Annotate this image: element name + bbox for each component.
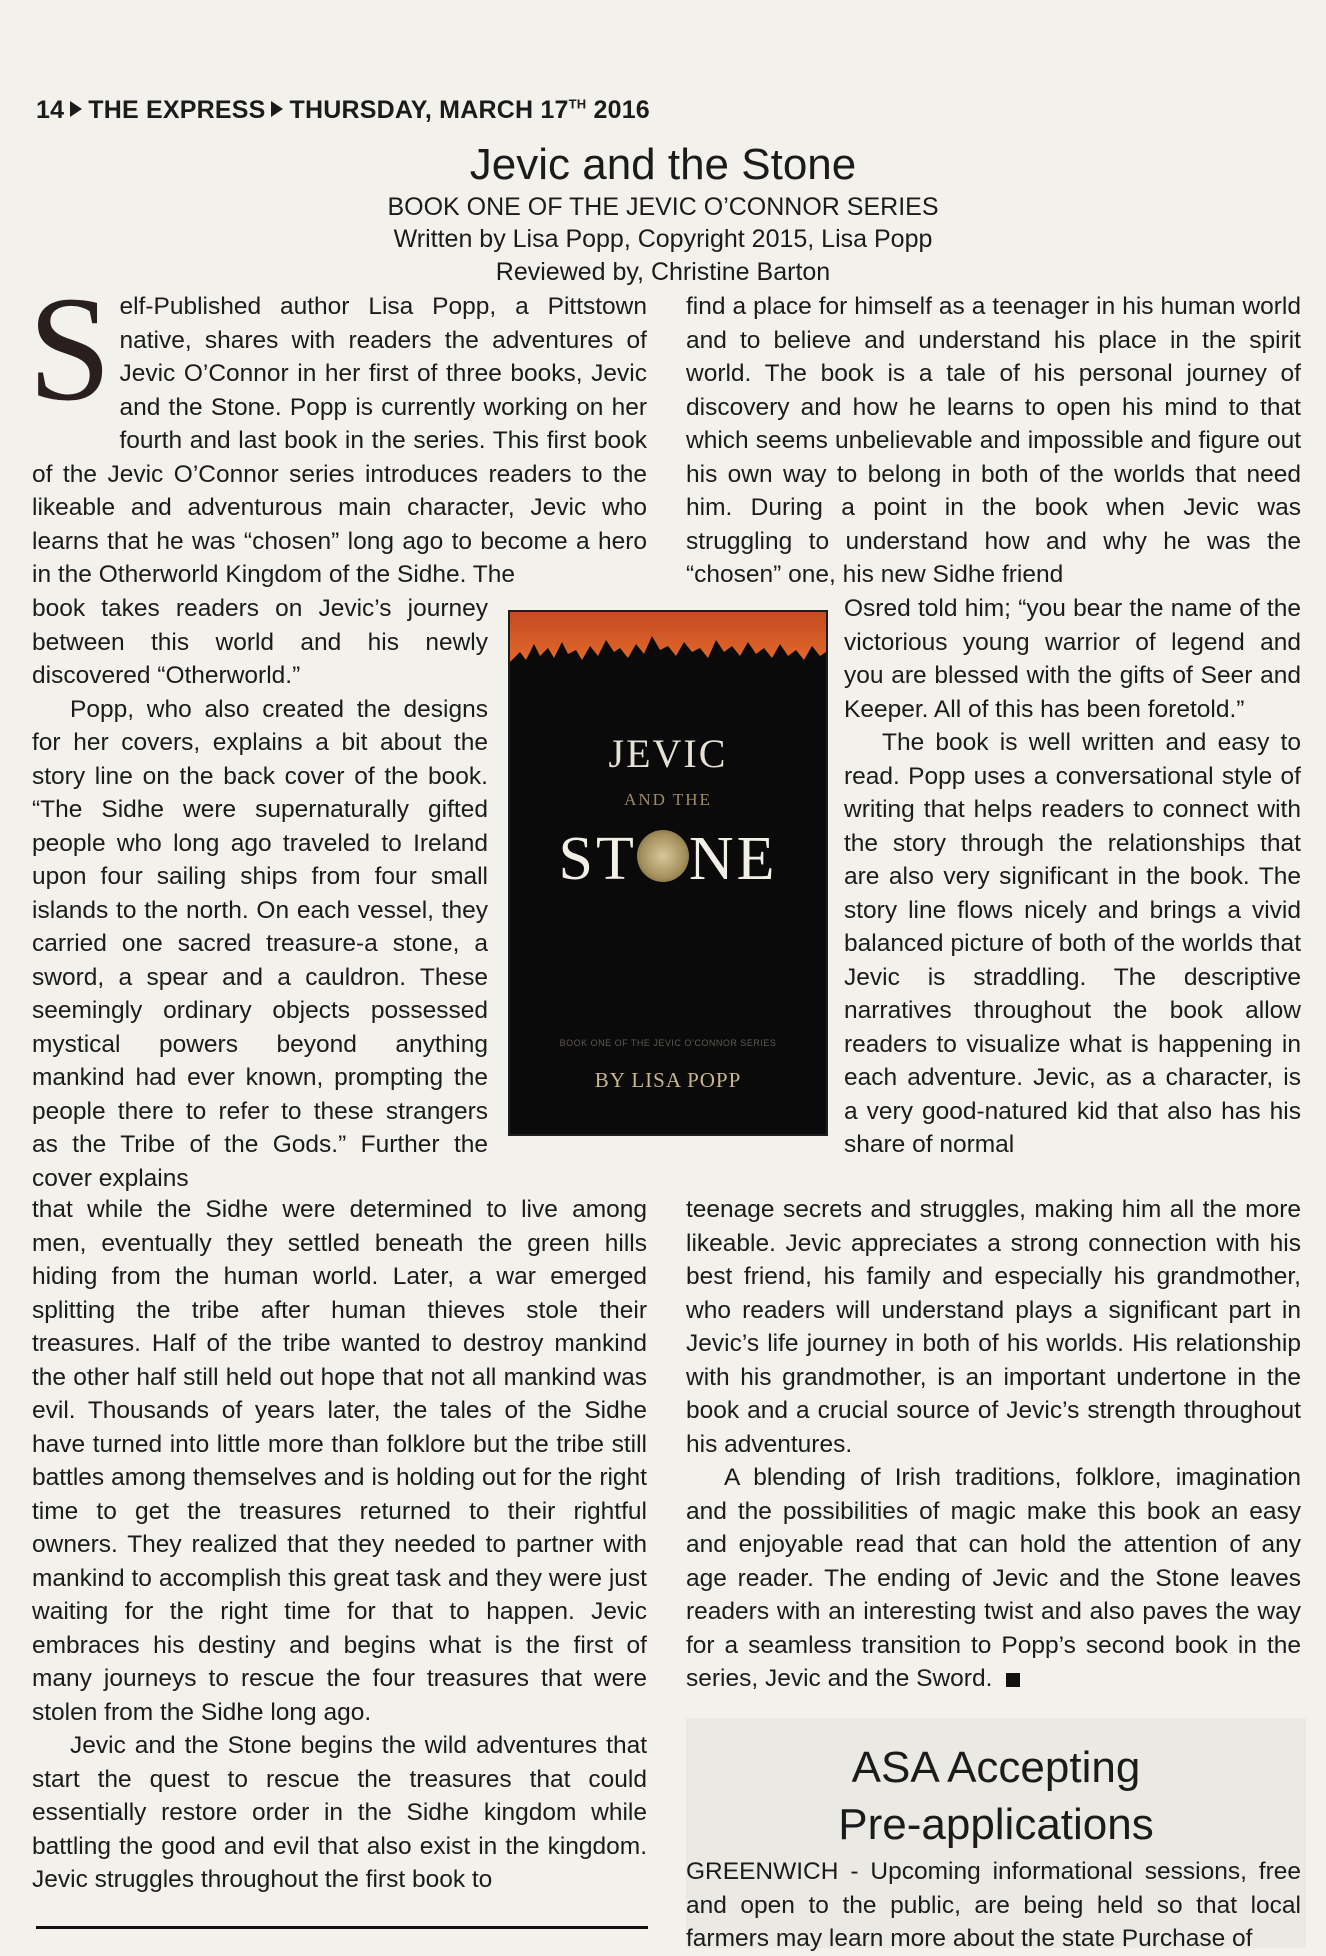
treeline-silhouette — [510, 622, 826, 712]
column-divider-rule — [36, 1926, 648, 1929]
paragraph-text: book takes readers on Jevic’s journey between this world and his newly discovered “Otherworld.” — [32, 595, 488, 689]
paragraph-text: elf-Published author Lisa Popp, a Pittstown native, shares with readers the adventures of Jevic O’Connor in her first of three books, Jevic and the Stone. Popp is currently working on her fourth and last book in the series. This first book of the Jevic O’Connor series introduces readers to the likeable and adventurous main character, Jevic who learns that he was “chosen” long ago to become a hero in the Otherworld Kingdom of the Sidhe. The — [32, 293, 647, 588]
column-1-wrap — [32, 592, 488, 1195]
end-mark-icon — [1006, 1673, 1020, 1687]
date-ordinal: TH — [568, 96, 587, 112]
article-reviewer: Reviewed by, Christine Barton — [495, 258, 831, 286]
paragraph-text: that while the Sidhe were determined to live among men, eventually they settled beneath the green hills hiding from the human world. Later, a war emerged splitting the tribe after human thieves stole their treasures. Half of the tribe wanted to destroy mankind the other half still held out hope that not all mankind was evil. Thousands of years later, the tales of the Sidhe have turned into little more than folklore but the tribe still battles among themselves and is holding out for the right time to get the treasures returned to their rightful owners. They realized that they needed to partner with mankind to accomplish this great task and they were just waiting for the right time for that to happen. Jevic embraces his destiny and begins what is the first of many journeys to rescue the four treasures that were stolen from the Sidhe long ago. — [32, 1196, 647, 1726]
cover-title-and-the: AND THE — [624, 790, 712, 809]
sidebar-article-body: GREENWICH - Upcoming informational sessions, free and open to the public, are being held so that local farmers may learn more about the state Purchase of — [686, 1858, 1301, 1952]
book-cover-image — [508, 610, 828, 1136]
article-byline: Written by Lisa Popp, Copyright 2015, Lisa Popp — [393, 225, 933, 253]
page-header — [36, 96, 650, 125]
column-2-wrap — [844, 592, 1301, 1162]
column-2-top — [686, 290, 1301, 592]
sidebar-article-title-line1: ASA Accepting — [851, 1743, 1141, 1792]
cover-title-stone: ST NE — [558, 825, 778, 893]
sidebar-article-title-line2: Pre-applications — [838, 1800, 1154, 1849]
paragraph-text: Osred told him; “you bear the name of the victorious young warrior of legend and you are blessed with the gifts of Seer and Keeper. All of this has been foretold.” — [844, 595, 1301, 723]
column-1-bottom — [32, 1193, 647, 1897]
paragraph-text: The book is well written and easy to read. Popp uses a conversational style of writing that helps readers to connect with the story through the relationships that are also very significant in the book. The story line flows nicely and brings a vivid balanced picture of both of the worlds that Jevic is straddling. The descriptive narratives throughout the book allow readers to visualize what is happening in each adventure. Jevic, as a character, is a very good-natured kid that also has his share of normal — [844, 729, 1301, 1158]
paragraph-text: Jevic and the Stone begins the wild adventures that start the quest to rescue the treasures that could essentially restore order in the Sidhe kingdom while battling the good and evil that also exist in the kingdom. Jevic struggles throughout the first book to — [32, 1732, 647, 1893]
column-2-bottom — [686, 1193, 1301, 1696]
cover-author: BY LISA POPP — [594, 1068, 742, 1092]
paragraph-text: find a place for himself as a teenager in his human world and to believe and understand his place in the spirit world. The book is a tale of his personal journey of discovery and how he learns to open his mind to that which seems unbelievable and impossible and figure out his own way to belong in both of the worlds that need him. During a point in the book when Jevic was struggling to understand how and why he was the “chosen” one, his new Sidhe friend — [686, 293, 1301, 588]
drop-cap: S — [28, 266, 112, 432]
article-subtitle: BOOK ONE OF THE JEVIC O’CONNOR SERIES — [387, 193, 939, 221]
issue-date: THURSDAY, MARCH 17 — [289, 96, 569, 124]
paragraph-text: teenage secrets and struggles, making him all the more likeable. Jevic appreciates a strong connection with his best friend, his family and especially his grandmother, who readers will understand plays a significant part in Jevic’s life journey in both of his worlds. His relationship with his grandmother, is an important undertone in the book and a crucial source of Jevic’s strength throughout his adventures. — [686, 1196, 1301, 1458]
paragraph-text: A blending of Irish traditions, folklore, imagination and the possibilities of magic make this book an easy and enjoyable read that can hold the attention of any age reader. The ending of Jevic and the Stone leaves readers with an interesting twist and also paves the way for a seamless transition to Popp’s second book in the series, Jevic and the Sword. — [686, 1464, 1301, 1692]
triangle-icon — [70, 101, 82, 117]
tree-of-life-icon — [637, 830, 689, 882]
triangle-icon — [271, 101, 283, 117]
publication-name: THE EXPRESS — [88, 96, 266, 124]
page-number: 14 — [36, 96, 65, 124]
cover-title-jevic: JEVIC — [608, 731, 728, 776]
paragraph-text: Popp, who also created the designs for her covers, explains a bit about the story line on the back cover of the book. “The Sidhe were supernaturally gifted people who long ago traveled to Ireland upon four sailing ships from four small islands to the north. On each vessel, they carried one sacred treasure-a stone, a sword, a spear and a cauldron. These seemingly ordinary objects possessed mystical powers beyond anything mankind had ever known, prompting the people there to refer to these strangers as the Tribe of the Gods.” Further the cover explains — [32, 695, 488, 1192]
article-title: Jevic and the Stone — [469, 140, 857, 189]
issue-year: 2016 — [593, 96, 650, 124]
column-1-top — [28, 266, 647, 592]
cover-series-line: BOOK ONE OF THE JEVIC O’CONNOR SERIES — [559, 1038, 777, 1048]
